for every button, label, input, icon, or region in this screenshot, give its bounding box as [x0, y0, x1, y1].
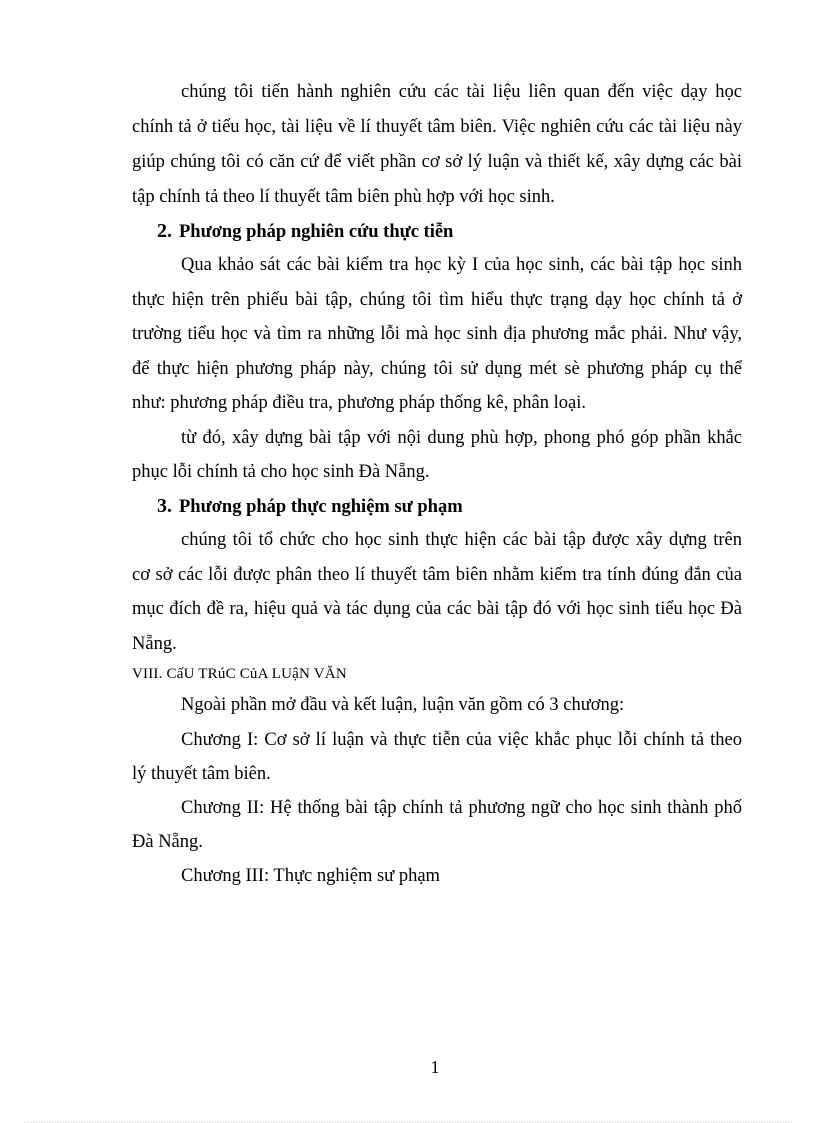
para1-line-4: tập chính tả theo lí thuyết tâm biên phù hợp với học sinh.	[132, 187, 555, 207]
section-8-heading	[132, 662, 347, 686]
para4-line-4: Nẵng.	[132, 634, 177, 654]
para4-line-2: cơ sở các lỗi được phân theo lí thuyết tâm biên nhằm kiểm tra tính đúng đắn của	[132, 565, 742, 585]
heading-2-number: 2.	[157, 220, 172, 242]
heading-3-title: Phương pháp thực nghiệm sư phạm	[179, 497, 463, 517]
para1-line-3: giúp chúng tôi có căn cứ để viết phần cơ sở lý luận và thiết kế, xây dựng các bài	[132, 152, 742, 172]
section-8-prefix: VIII.	[132, 666, 167, 682]
chapter-2-line-2: Đà Nẵng.	[132, 832, 203, 852]
para3-line-1: từ đó, xây dựng bài tập với nội dung phù hợp, phong phó góp phần khắc	[181, 428, 742, 448]
para3-line-2: phục lỗi chính tả cho học sinh Đà Nẵng.	[132, 462, 430, 482]
chapter-1-line-2: lý thuyết tâm biên.	[132, 764, 271, 784]
para2-line-2: thực hiện trên phiếu bài tập, chúng tôi tìm hiểu thực trạng dạy học chính tả ở	[132, 290, 742, 310]
para2-line-1: Qua khảo sát các bài kiểm tra học kỳ I của học sinh, các bài tập học sinh	[181, 255, 742, 275]
heading-3	[157, 494, 463, 519]
heading-3-number: 3.	[157, 495, 172, 517]
chapter-1-line-1: Chương I: Cơ sở lí luận và thực tiễn của việc khắc phục lỗi chính tả theo	[181, 730, 742, 750]
heading-2	[157, 219, 453, 244]
heading-2-title: Phương pháp nghiên cứu thực tiễn	[179, 222, 454, 242]
para2-line-3: trường tiểu học và tìm ra những lỗi mà học sinh địa phương mắc phải. Như vậy,	[132, 324, 742, 344]
para1-line-2: chính tả ở tiểu học, tài liệu về lí thuyết tâm biên. Việc nghiên cứu các tài liệu này	[132, 117, 742, 137]
chapter-3: Chương III: Thực nghiệm sư phạm	[181, 866, 440, 886]
chapters-intro: Ngoài phần mở đầu và kết luận, luận văn gồm có 3 chương:	[181, 695, 625, 715]
para2-line-4: để thực hiện phương pháp này, chúng tôi sử dụng mét sè phương pháp cụ thể	[132, 359, 742, 379]
para2-line-5: như: phương pháp điều tra, phương pháp thống kê, phân loại.	[132, 393, 586, 413]
page-number: 1	[430, 1057, 440, 1077]
para4-line-1: chúng tôi tổ chức cho học sinh thực hiện các bài tập được xây dựng trên	[181, 530, 742, 550]
para4-line-3: mục đích đề ra, hiệu quả và tác dụng của các bài tập đó với học sinh tiểu học Đà	[132, 599, 742, 619]
section-8-title: CấU TRúC CủA LUậN VĂN	[166, 666, 347, 682]
chapter-2-line-1: Chương II: Hệ thống bài tập chính tả phương ngữ cho học sinh thành phố	[181, 798, 742, 818]
para1-line-1: chúng tôi tiến hành nghiên cứu các tài liệu liên quan đến việc dạy học	[181, 82, 742, 102]
